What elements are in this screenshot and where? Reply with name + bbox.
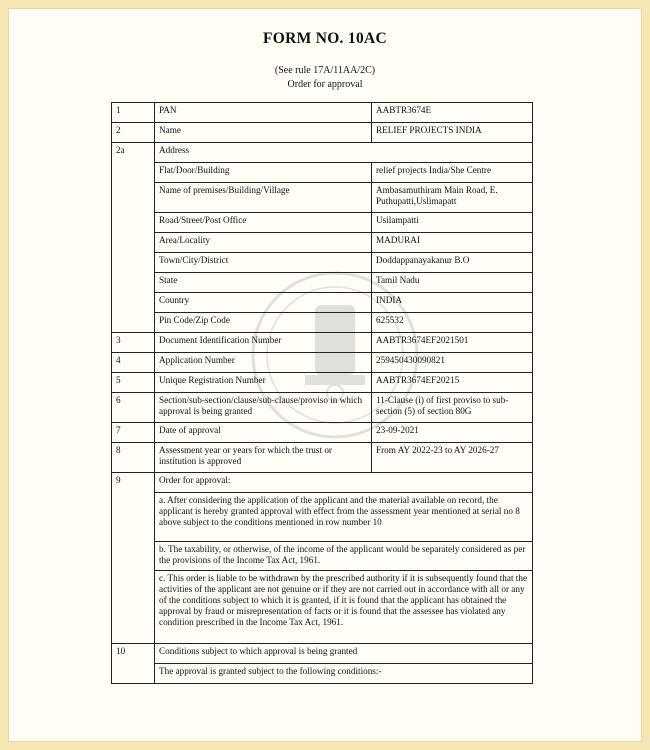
- row-value: Tamil Nadu: [372, 273, 533, 293]
- row-value: relief projects India/She Centre: [372, 163, 533, 183]
- row-number: 3: [112, 333, 155, 353]
- table-row: [112, 373, 533, 393]
- row-number: 2: [112, 123, 155, 143]
- conditions-intro: The approval is granted subject to the following conditions:-: [155, 664, 533, 684]
- table-row: [112, 542, 533, 571]
- table-row: [112, 473, 533, 493]
- row-value: 23-09-2021: [372, 423, 533, 443]
- order-paragraph-a: a. After considering the application of the applicant and the material available on record, the applicant is hereby granted approval with effect from the assessment year mentioned at serial no 8 above subject to the conditions mentioned in row number 10: [155, 493, 533, 542]
- table-row: [112, 123, 533, 143]
- row-number: 4: [112, 353, 155, 373]
- row-value: 11-Clause (i) of first proviso to sub-section (5) of section 80G: [372, 393, 533, 423]
- table-row: [112, 253, 533, 273]
- table-row: [112, 333, 533, 353]
- row-value: AABTR3674EF20215: [372, 373, 533, 393]
- row-number: 2a: [112, 143, 155, 333]
- row-value: Doddappanayakanur B.O: [372, 253, 533, 273]
- table-row: [112, 493, 533, 542]
- row-number: 9: [112, 473, 155, 644]
- row-label: Section/sub-section/clause/sub-clause/proviso in which approval is being granted: [155, 393, 372, 423]
- row-label: Name of premises/Building/Village: [155, 183, 372, 213]
- row-label: Date of approval: [155, 423, 372, 443]
- row-label: Unique Registration Number: [155, 373, 372, 393]
- table-row: [112, 213, 533, 233]
- order-paragraph-c: c. This order is liable to be withdrawn by the prescribed authority if it is subsequently found that the activities of the applicant are not genuine or if they are not carried out in accordance with all or any of the conditions subject to which it is granted, if it is found that the applicant has obtained the approval by fraud or misrepresentation of facts or it is found that the assessee has violated any condition prescribed in the Income Tax Act, 1961.: [155, 571, 533, 644]
- row-number: 10: [112, 644, 155, 684]
- table-row: [112, 273, 533, 293]
- row-label: Document Identification Number: [155, 333, 372, 353]
- table-row: [112, 143, 533, 163]
- row-label: Country: [155, 293, 372, 313]
- row-label: Name: [155, 123, 372, 143]
- row-label: Flat/Door/Building: [155, 163, 372, 183]
- row-label: Pin Code/Zip Code: [155, 313, 372, 333]
- row-label: Order for approval:: [155, 473, 533, 493]
- order-paragraph-b: b. The taxability, or otherwise, of the income of the applicant would be separately considered as per the provisions of the Income Tax Act, 1961.: [155, 542, 533, 571]
- row-number: 6: [112, 393, 155, 423]
- row-label: State: [155, 273, 372, 293]
- row-label: Area/Locality: [155, 233, 372, 253]
- row-value: 259450430090821: [372, 353, 533, 373]
- row-label: Application Number: [155, 353, 372, 373]
- row-number: 1: [112, 103, 155, 123]
- table-row: [112, 183, 533, 213]
- form-subtitle: [0, 64, 650, 92]
- row-label: Address: [155, 143, 533, 163]
- table-row: [112, 644, 533, 664]
- row-value: MADURAI: [372, 233, 533, 253]
- approval-form-table: [111, 102, 533, 684]
- table-row: [112, 353, 533, 373]
- row-value: AABTR3674E: [372, 103, 533, 123]
- form-title: FORM NO. 10AC: [262, 30, 387, 47]
- row-label: Assessment year or years for which the trust or institution is approved: [155, 443, 372, 473]
- row-number: 5: [112, 373, 155, 393]
- order-subtitle: Order for approval: [287, 79, 363, 90]
- row-value: From AY 2022-23 to AY 2026-27: [372, 443, 533, 473]
- row-label: Conditions subject to which approval is being granted: [155, 644, 533, 664]
- table-row: [112, 423, 533, 443]
- table-row: [112, 571, 533, 644]
- row-label: Road/Street/Post Office: [155, 213, 372, 233]
- table-row: [112, 163, 533, 183]
- row-number: 8: [112, 443, 155, 473]
- row-value: Usilampatti: [372, 213, 533, 233]
- table-row: [112, 664, 533, 684]
- table-row: [112, 393, 533, 423]
- rule-reference: (See rule 17A/11AA/2C): [274, 65, 376, 76]
- row-value: RELIEF PROJECTS INDIA: [372, 123, 533, 143]
- table-row: [112, 233, 533, 253]
- row-number: 7: [112, 423, 155, 443]
- table-row: [112, 103, 533, 123]
- table-row: [112, 293, 533, 313]
- row-label: PAN: [155, 103, 372, 123]
- table-row: [112, 443, 533, 473]
- table-row: [112, 313, 533, 333]
- row-label: Town/City/District: [155, 253, 372, 273]
- row-value: Ambasamuthiram Main Road, E. Puthupatti,Uslimapatt: [372, 183, 533, 213]
- row-value: AABTR3674EF2021501: [372, 333, 533, 353]
- row-value: INDIA: [372, 293, 533, 313]
- row-value: 625532: [372, 313, 533, 333]
